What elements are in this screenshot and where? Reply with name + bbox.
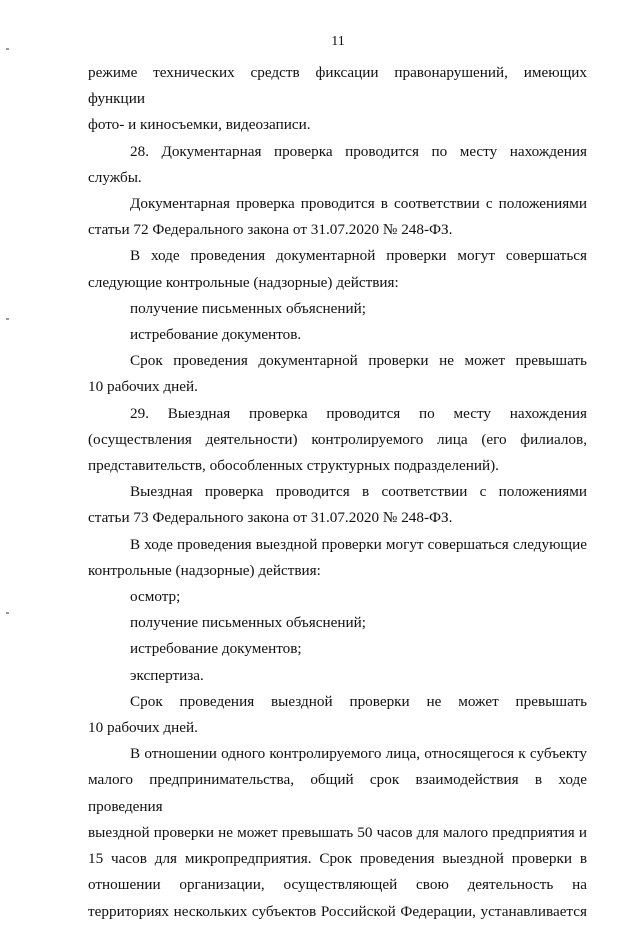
list-item-line: истребование документов; bbox=[130, 640, 302, 658]
page-number: 11 bbox=[331, 34, 345, 49]
paragraph-line: статьи 73 Федерального закона от 31.07.2020 № 248-ФЗ. bbox=[88, 509, 453, 527]
paragraph-line: В ходе проведения выездной проверки могут совершаться следующие bbox=[130, 535, 587, 553]
list-item-line: экспертиза. bbox=[130, 666, 204, 684]
document-body bbox=[88, 60, 587, 925]
paragraph-line: малого предпринимательства, общий срок взаимодействия в ходе проведения bbox=[88, 771, 587, 815]
scan-speck bbox=[6, 318, 9, 320]
paragraph-line: следующие контрольные (надзорные) действия: bbox=[88, 273, 399, 291]
scan-speck bbox=[6, 612, 9, 614]
paragraph-line: режиме технических средств фиксации правонарушений, имеющих функции bbox=[88, 64, 587, 108]
paragraph-line: В ходе проведения документарной проверки могут совершаться bbox=[130, 247, 587, 265]
paragraph-line: территориях нескольких субъектов Российской Федерации, устанавливается bbox=[88, 902, 587, 920]
paragraph-line: представительств, обособленных структурных подразделений). bbox=[88, 457, 499, 475]
paragraph-line: Документарная проверка проводится в соответствии с положениями bbox=[130, 195, 587, 213]
scan-speck bbox=[6, 48, 9, 50]
paragraph-line: В отношении одного контролируемого лица, относящегося к субъекту bbox=[130, 745, 587, 763]
paragraph-line: фото- и киносъемки, видеозаписи. bbox=[88, 116, 311, 134]
paragraph-line: 28. Документарная проверка проводится по месту нахождения службы. bbox=[88, 142, 587, 186]
paragraph-line: 10 рабочих дней. bbox=[88, 378, 198, 396]
paragraph-line: выездной проверки не может превышать 50 часов для малого предприятия и bbox=[88, 823, 587, 841]
paragraph-line: Срок проведения выездной проверки не может превышать bbox=[130, 692, 587, 710]
list-item-line: осмотр; bbox=[130, 588, 181, 606]
paragraph-line: отношении организации, осуществляющей свою деятельность на bbox=[88, 876, 587, 894]
paragraph-line: контрольные (надзорные) действия: bbox=[88, 561, 321, 579]
paragraph-line: 15 часов для микропредприятия. Срок проведения выездной проверки в bbox=[88, 850, 587, 868]
paragraph-line: 29. Выездная проверка проводится по месту нахождения bbox=[130, 404, 587, 422]
list-item-line: получение письменных объяснений; bbox=[130, 299, 366, 317]
paragraph-line: 10 рабочих дней. bbox=[88, 719, 198, 737]
list-item-line: истребование документов. bbox=[130, 326, 302, 344]
paragraph-line: (осуществления деятельности) контролируемого лица (его филиалов, bbox=[88, 430, 587, 448]
paragraph-line: статьи 72 Федерального закона от 31.07.2020 № 248-ФЗ. bbox=[88, 221, 453, 239]
paragraph-line: Срок проведения документарной проверки не может превышать bbox=[130, 352, 587, 370]
list-item-line: получение письменных объяснений; bbox=[130, 614, 366, 632]
paragraph-line: Выездная проверка проводится в соответствии с положениями bbox=[130, 483, 587, 501]
